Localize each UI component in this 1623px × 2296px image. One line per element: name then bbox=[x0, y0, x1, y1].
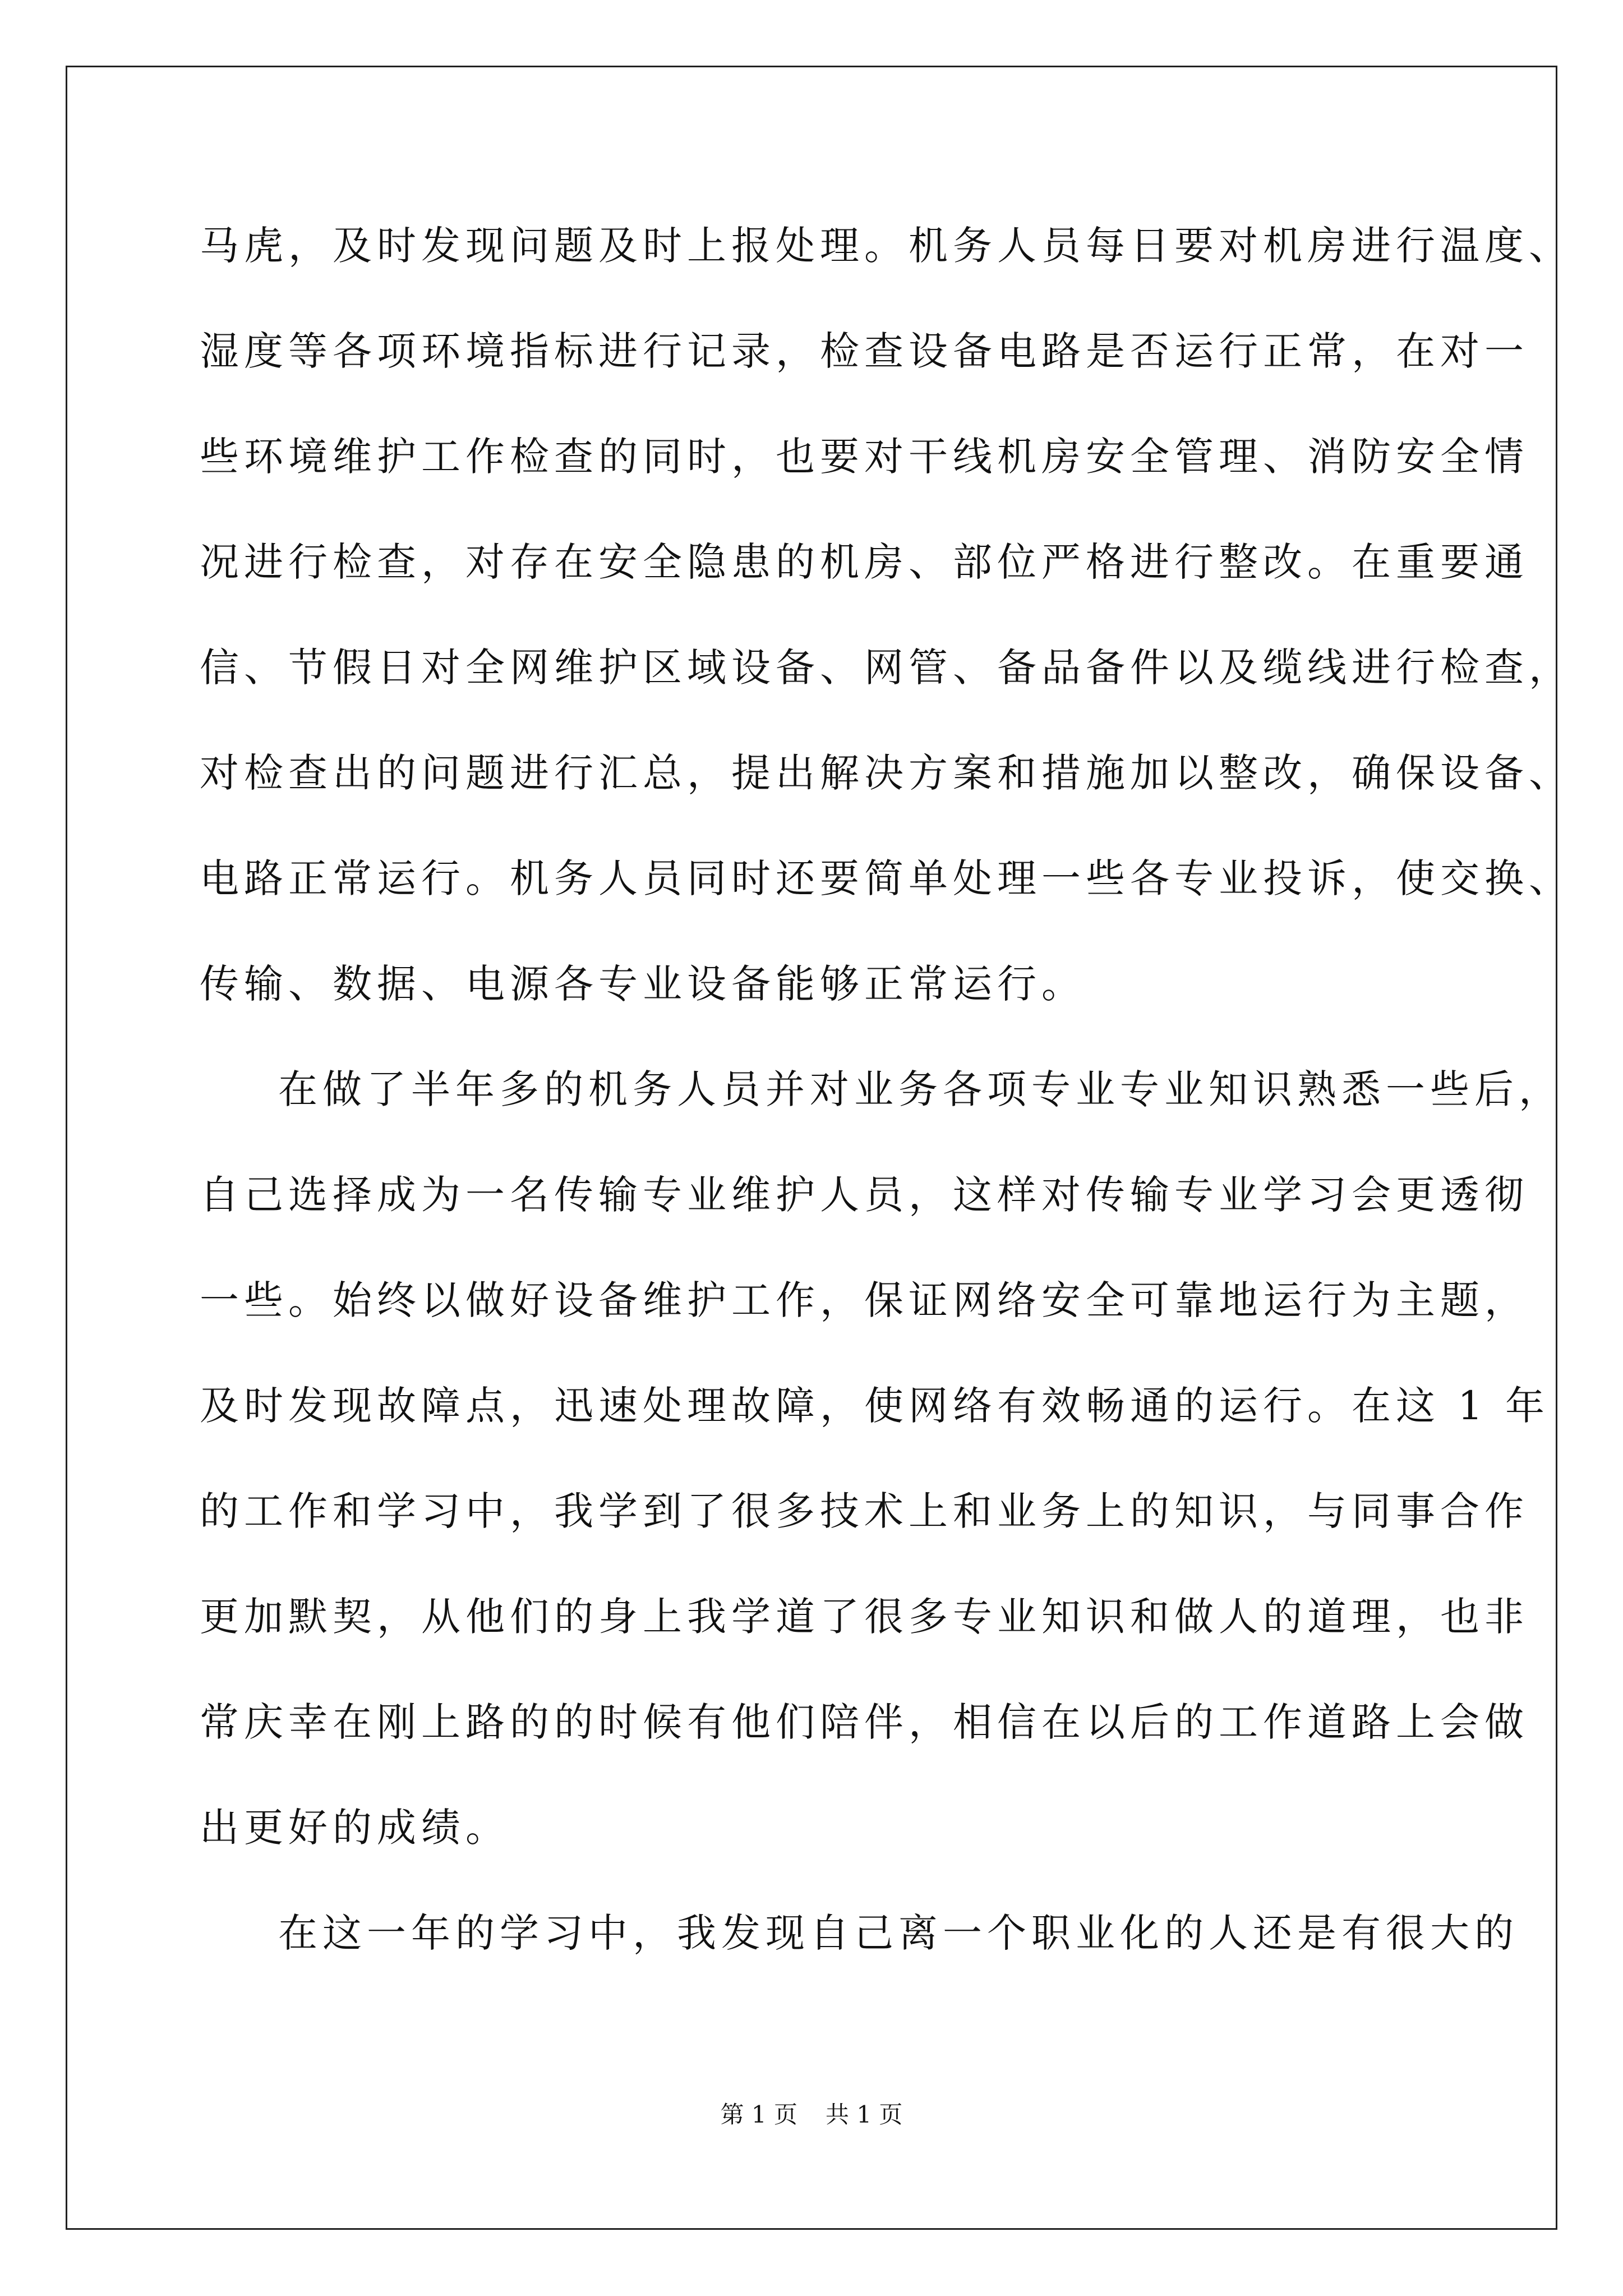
text-line: 常庆幸在刚上路的的时候有他们陪伴，相信在以后的工作道路上会做 bbox=[200, 1699, 1529, 1745]
text-line: 况进行检查，对存在安全隐患的机房、部位严格进行整改。在重要通 bbox=[200, 539, 1529, 585]
text-line: 的工作和学习中，我学到了很多技术上和业务上的知识，与同事合作 bbox=[200, 1488, 1529, 1534]
paragraph-first-line: 在做了半年多的机务人员并对业务各项专业专业知识熟悉一些后， bbox=[278, 1066, 1563, 1112]
text-line: 湿度等各项环境指标进行记录，检查设备电路是否运行正常，在对一 bbox=[200, 328, 1529, 374]
text-line: 一些。始终以做好设备维护工作，保证网络安全可靠地运行为主题， bbox=[200, 1277, 1529, 1323]
page-total: 共 1 页 bbox=[826, 2101, 903, 2128]
text-line: 出更好的成绩。 bbox=[200, 1805, 510, 1851]
text-line: 对检查出的问题进行汇总，提出解决方案和措施加以整改，确保设备、 bbox=[200, 750, 1573, 796]
text-line: 些环境维护工作检查的同时，也要对干线机房安全管理、消防安全情 bbox=[200, 434, 1529, 480]
text-line: 及时发现故障点，迅速处理故障，使网络有效畅通的运行。在这 1 年 bbox=[200, 1383, 1550, 1429]
text-line: 信、节假日对全网维护区域设备、网管、备品备件以及缆线进行检查， bbox=[200, 645, 1573, 691]
text-line: 马虎，及时发现问题及时上报处理。机务人员每日要对机房进行温度、 bbox=[200, 223, 1573, 269]
page-number: 第 1 页 bbox=[720, 2101, 797, 2128]
text-line: 传输、数据、电源各专业设备能够正常运行。 bbox=[200, 961, 1086, 1007]
text-line: 电路正常运行。机务人员同时还要简单处理一些各专业投诉，使交换、 bbox=[200, 855, 1573, 901]
text-line: 自己选择成为一名传输专业维护人员，这样对传输专业学习会更透彻 bbox=[200, 1172, 1529, 1218]
paragraph-first-line: 在这一年的学习中，我发现自己离一个职业化的人还是有很大的 bbox=[278, 1910, 1519, 1956]
page-footer bbox=[0, 2098, 1623, 2132]
text-line: 更加默契，从他们的身上我学道了很多专业知识和做人的道理，也非 bbox=[200, 1594, 1529, 1640]
